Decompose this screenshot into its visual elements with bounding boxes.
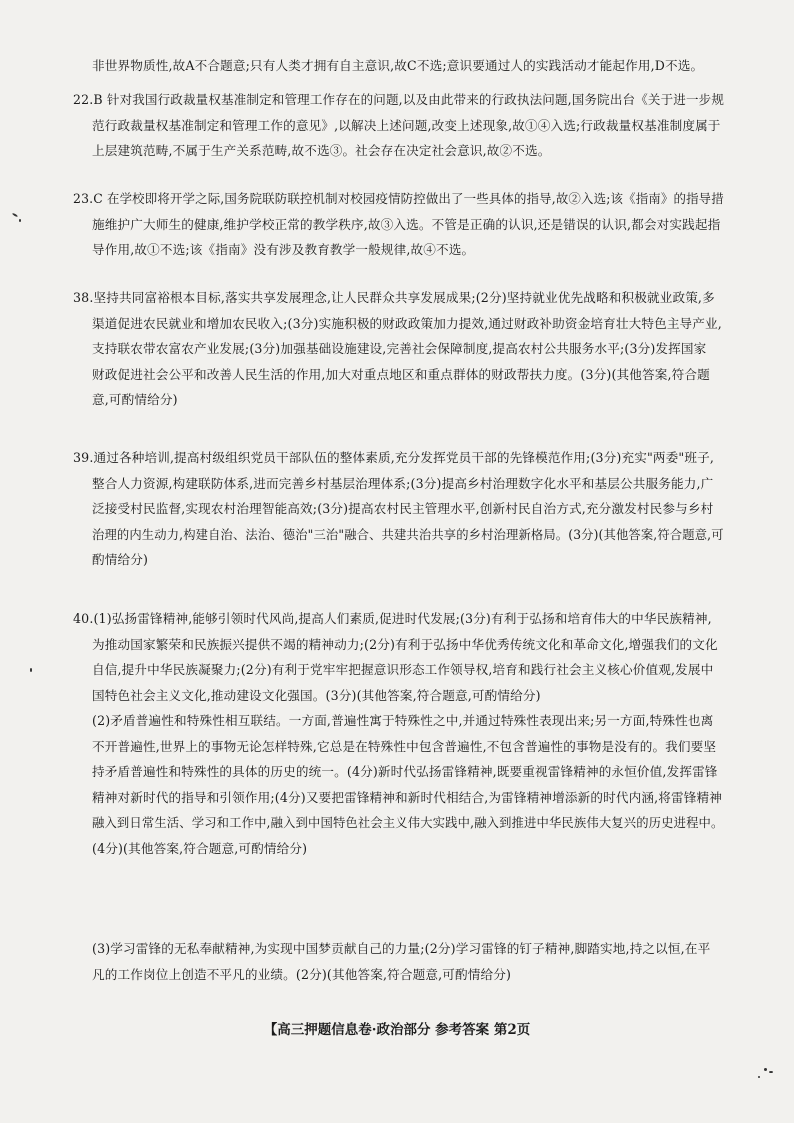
answer-line: (2)矛盾普遍性和特殊性相互联结。一方面,普遍性寓于特殊性之中,并通过特殊性表现出来;另一方面,特殊性也离 [92,713,714,728]
answer-line: 导作用,故①不选;该《指南》没有涉及教育教学一般规律,故④不选。 [92,242,475,257]
answer-line: 不开普遍性,世界上的事物无论怎样特殊,它总是在特殊性中包含普遍性,不包含普遍性的事物是没有的。我们要坚 [92,738,717,754]
answer-line: 40.(1)弘扬雷锋精神,能够引领时代风尚,提高人们素质,促进时代发展;(3分)有利于弘扬和培育伟大的中华民族精神, [73,611,712,626]
answer-line: 为推动国家繁荣和民族振兴提供不竭的精神动力;(2分)有利于弘扬中华优秀传统文化和革命文化,增强我们的文化 [92,636,718,652]
answer-line: 支持联农带农富农产业发展;(3分)加强基础设施建设,完善社会保障制度,提高农村公共服务水平;(3分)发挥国家 [92,341,707,356]
answer-line: 自信,提升中华民族凝聚力;(2分)有利于党牢牢把握意识形态工作领导权,培育和践行社会主义核心价值观,发展中 [92,662,714,677]
answer-line: 财政促进社会公平和改善人民生活的作用,加大对重点地区和重点群体的财政帮扶力度。(3分)(其他答案,符合题 [92,366,710,382]
answer-line: 融入到日常生活、学习和工作中,融入到中国特色社会主义伟大实践中,融入到推进中华民族伟大复兴的历史进程中。 [92,815,724,830]
scan-speck [12,213,18,218]
scan-speck [758,1076,760,1078]
answer-line: 治理的内生动力,构建自治、法治、德治"三治"融合、共建共治共享的乡村治理新格局。(3分)(其他答案,符合题意,可 [92,526,724,542]
answer-line: 凡的工作岗位上创造不平凡的业绩。(2分)(其他答案,符合题意,可酌情给分) [92,966,512,982]
scan-speck [769,1071,773,1073]
answer-line: 39.通过各种培训,提高村级组织党员干部队伍的整体素质,充分发挥党员干部的先锋模范作用;(3分)充实"两委"班子, [73,450,714,465]
answer-line: 施维护广大师生的健康,维护学校正常的教学秩序,故③入选。不管是正确的认识,还是错误的认识,都会对实践起指 [92,216,721,232]
scan-speck [764,1068,767,1071]
answer-line: 23.C 在学校即将开学之际,国务院联防联控机制对校园疫情防控做出了一些具体的指导,故②入选;该《指南》的指导措 [73,191,724,206]
page-footer: 【高三押题信息卷·政治部分 参考答案 第2页 [263,1022,531,1038]
answer-line: 酌情给分) [92,552,149,567]
answer-line: 国特色社会主义文化,推动建设文化强国。(3分)(其他答案,符合题意,可酌情给分) [92,687,541,703]
answer-line: 38.坚持共同富裕根本目标,落实共享发展理念,让人民群众共享发展成果;(2分)坚持就业优先战略和积极就业政策,多 [73,290,715,305]
scan-speck [19,219,21,222]
answer-line: 意,可酌情给分) [92,392,178,407]
answer-line: 非世界物质性,故A不合题意;只有人类才拥有自主意识,故C不选;意识要通过人的实践活动才能起作用,D不选。 [92,58,704,73]
answer-line: 整合人力资源,构建联防体系,进而完善乡村基层治理体系;(3分)提高乡村治理数字化水平和基层公共服务能力,广 [92,475,714,491]
answer-line: 范行政裁量权基准制定和管理工作的意见》,以解决上述问题,改变上述现象,故①④入选;行政裁量权基准制度属于 [92,117,721,133]
answer-line: 上层建筑范畴,不属于生产关系范畴,故不选③。社会存在决定社会意识,故②不选。 [92,143,551,158]
scan-speck [30,668,32,672]
answer-line: 泛接受村民监督,实现农村治理智能高效;(3分)提高农村民主管理水平,创新村民自治方式,充分激发村民参与乡村 [92,501,714,516]
answer-line: 持矛盾普遍性和特殊性的具体的历史的统一。(4分)新时代弘扬雷锋精神,既要重视雷锋精神的永恒价值,发挥雷锋 [92,764,718,779]
answer-line: 渠道促进农民就业和增加农民收入;(3分)实施积极的财政政策加力提效,通过财政补助资金培育壮大特色主导产业, [92,315,722,331]
answer-line: (3)学习雷锋的无私奉献精神,为实现中国梦贡献自己的力量;(2分)学习雷锋的钉子精神,脚踏实地,持之以恒,在平 [92,941,711,956]
answer-line: 22.B 针对我国行政裁量权基准制定和管理工作存在的问题,以及由此带来的行政执法问题,国务院出台《关于进一步规 [73,92,725,107]
answer-line: 精神对新时代的指导和引领作用;(4分)又要把雷锋精神和新时代相结合,为雷锋精神增添新的时代内涵,将雷锋精神 [92,789,722,805]
answer-line: (4分)(其他答案,符合题意,可酌情给分) [92,840,308,856]
